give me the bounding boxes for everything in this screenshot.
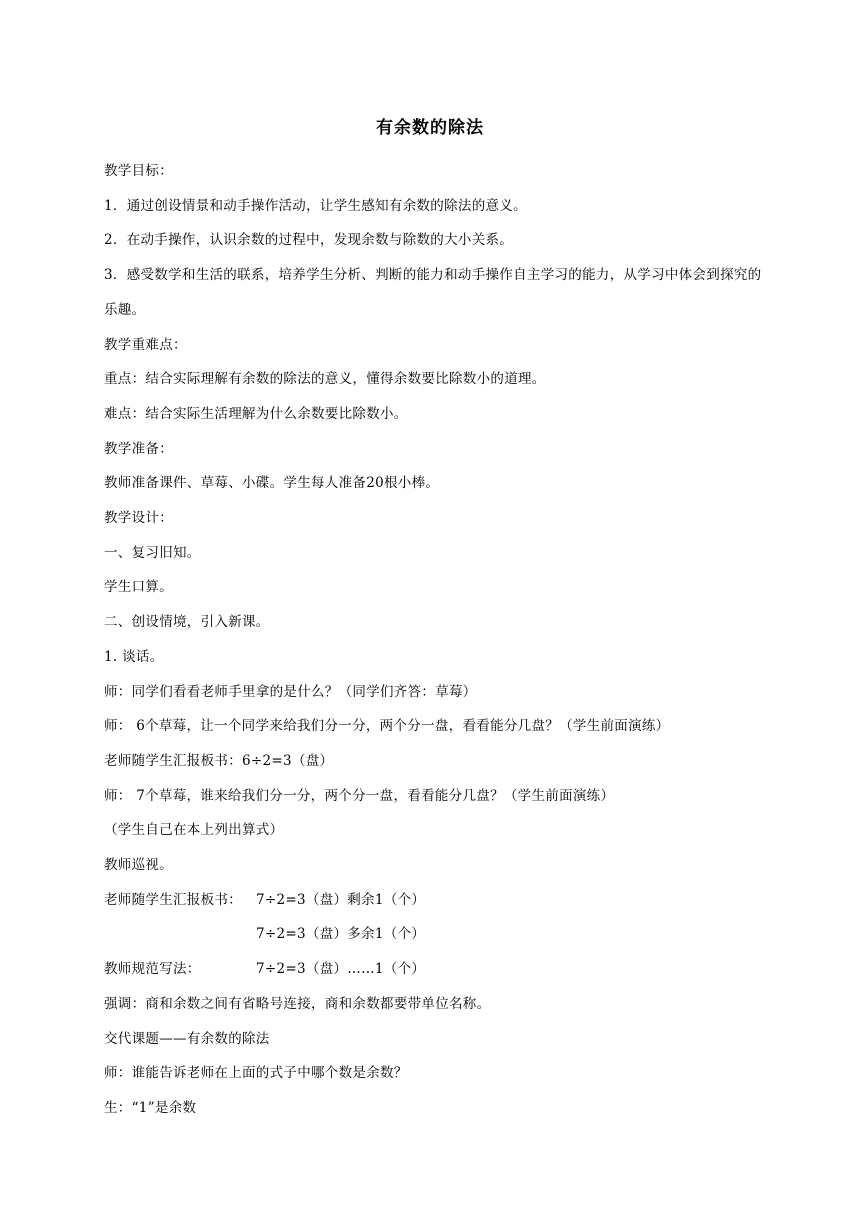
equation-row <box>104 883 764 918</box>
equation-formula: 7÷2=3（盘）多余1（个） <box>256 926 426 943</box>
paragraph-line: 教师巡视。 <box>104 857 173 874</box>
paragraph-line: 师：同学们看看老师手里拿的是什么？（同学们齐答：草莓） <box>104 683 477 700</box>
equation-formula: 7÷2=3（盘）剩余1（个） <box>256 891 426 908</box>
equation-row <box>104 952 764 987</box>
equation-row <box>104 917 764 952</box>
document-title: 有余数的除法 <box>376 118 484 138</box>
section-heading-key-points: 教学重难点： <box>104 336 187 353</box>
difficult-point: 难点：结合实际生活理解为什么余数要比除数小。 <box>104 405 408 422</box>
objective-1: 1．通过创设情景和动手操作活动，让学生感知有余数的除法的意义。 <box>104 197 527 214</box>
step-review: 一、复习旧知。 <box>104 544 201 561</box>
section-heading-preparation: 教学准备： <box>104 440 173 457</box>
preparation-text: 教师准备课件、草莓、小碟。学生每人准备20根小棒。 <box>104 475 440 492</box>
paragraph-line: 生：“1”是余数 <box>104 1099 197 1116</box>
paragraph-line: （学生自己在本上列出算式） <box>104 822 284 839</box>
paragraph-line: 学生口算。 <box>104 579 173 596</box>
paragraph-line: 师： 6个草莓，让一个同学来给我们分一分，两个分一盘，看看能分几盘？（学生前面演练） <box>104 718 670 735</box>
paragraph-line: 1. 谈话。 <box>104 648 164 665</box>
paragraph-line: 师：谁能告诉老师在上面的式子中哪个数是余数？ <box>104 1065 408 1082</box>
paragraph-line: 师： 7个草莓，谁来给我们分一分，两个分一盘，看看能分几盘？（学生前面演练） <box>104 787 615 804</box>
key-point: 重点：结合实际理解有余数的除法的意义，懂得余数要比除数小的道理。 <box>104 371 546 388</box>
objective-2: 2．在动手操作，认识余数的过程中，发现余数与除数的大小关系。 <box>104 232 514 249</box>
paragraph-line: 老师随学生汇报板书：6÷2=3（盘） <box>104 752 334 769</box>
document-body <box>104 154 764 1126</box>
paragraph-line: 交代课题——有余数的除法 <box>104 1030 270 1047</box>
equation-formula: 7÷2=3（盘）……1（个） <box>256 961 426 978</box>
section-heading-design: 教学设计： <box>104 510 173 527</box>
paragraph-line: 强调：商和余数之间有省略号连接，商和余数都要带单位名称。 <box>104 995 491 1012</box>
equation-label: 教师规范写法： <box>104 961 201 978</box>
objective-3: 3．感受数学和生活的联系，培养学生分析、判断的能力和动手操作自主学习的能力，从学习中体会到探究的乐趣。 <box>104 267 762 318</box>
equation-label: 老师随学生汇报板书： <box>104 891 242 908</box>
section-heading-objectives: 教学目标： <box>104 163 173 179</box>
equation-label <box>104 917 256 952</box>
step-new-lesson: 二、创设情境，引入新课。 <box>104 614 270 631</box>
